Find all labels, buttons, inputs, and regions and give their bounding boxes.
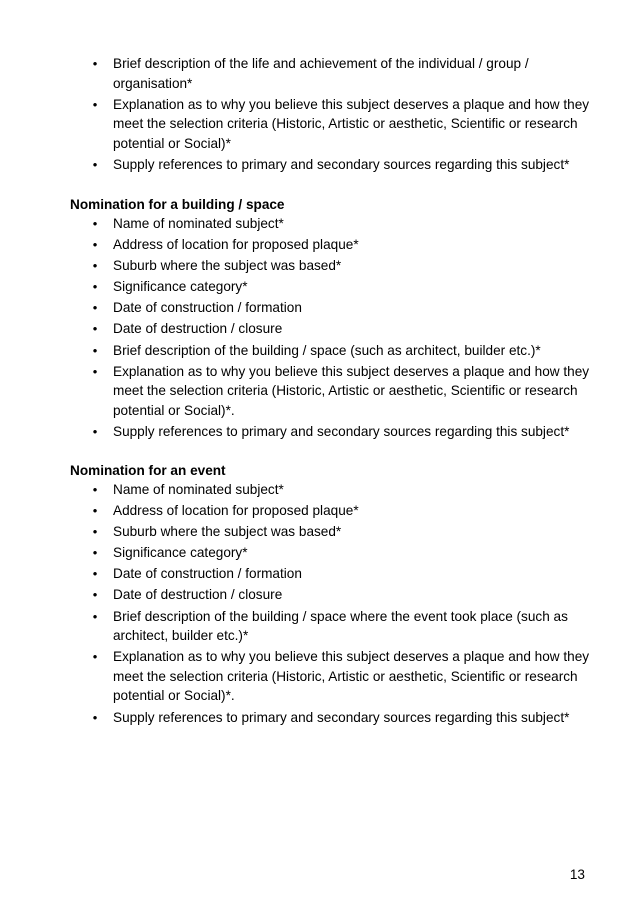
list-item: [70, 708, 590, 728]
list-item: [70, 543, 590, 563]
list-item-text: Name of nominated subject*: [113, 216, 284, 231]
list-item-text: Date of destruction / closure: [113, 321, 283, 337]
list-item-text: Suburb where the subject was based*: [113, 524, 342, 540]
list-item: [70, 214, 590, 234]
list-item-text: Supply references to primary and secondary sources regarding this subject*: [113, 709, 570, 725]
bullet-icon: •: [92, 709, 98, 725]
list-item: [70, 298, 590, 318]
list-item-text: Date of destruction / closure: [113, 587, 283, 603]
list-item-text: Date of construction / formation: [113, 300, 302, 316]
page-number: 13: [569, 867, 585, 882]
bullet-icon: •: [92, 482, 98, 497]
list-item-text: Address of location for proposed plaque*: [113, 503, 359, 519]
list-item: [70, 607, 590, 646]
list-item-text: Date of construction / formation: [113, 566, 302, 582]
list-item: [70, 155, 590, 175]
list-item: [70, 564, 590, 584]
list-item: [70, 501, 590, 521]
event-criteria-list: [70, 480, 590, 727]
bullet-icon: •: [92, 608, 98, 624]
list-item: [70, 647, 590, 706]
list-item: [70, 341, 590, 361]
section-heading: Nomination for an event: [70, 463, 226, 478]
bullet-icon: •: [92, 237, 98, 253]
list-item-text: Significance category*: [113, 545, 248, 561]
list-item: [70, 95, 590, 154]
bullet-icon: •: [92, 321, 98, 337]
bullet-icon: •: [92, 157, 98, 173]
bullet-icon: •: [92, 279, 98, 295]
list-item: [70, 522, 590, 542]
bullet-icon: •: [92, 503, 98, 519]
list-item-text: Brief description of the building / space (such as architect, builder etc.)*: [113, 342, 541, 358]
event-nomination-section: [70, 462, 590, 729]
list-item: [70, 362, 590, 421]
list-item-text: Brief description of the building / space where the event took place (such as architect, builder etc.)*: [113, 608, 568, 644]
bullet-icon: •: [92, 545, 98, 561]
list-item-text: Supply references to primary and secondary sources regarding this subject*: [113, 424, 570, 440]
list-item-text: Brief description of the life and achievement of the individual / group / organisation*: [113, 56, 529, 91]
list-item: [70, 256, 590, 276]
building-nomination-section: [70, 196, 590, 443]
bullet-icon: •: [92, 56, 98, 71]
bullet-icon: •: [92, 363, 98, 379]
list-item-text: Explanation as to why you believe this subject deserves a plaque and how they meet the selection criteria (Historic, Artistic or aesthetic, Scientific or research potential or Social)*.: [113, 649, 590, 704]
list-item: [70, 277, 590, 297]
bullet-icon: •: [92, 424, 98, 440]
list-item-text: Name of nominated subject*: [113, 482, 284, 497]
list-item: [70, 319, 590, 339]
list-item-text: Address of location for proposed plaque*: [113, 237, 359, 253]
list-item-text: Significance category*: [113, 279, 248, 295]
bullet-icon: •: [92, 258, 98, 274]
list-item-text: Explanation as to why you believe this subject deserves a plaque and how they meet the selection criteria (Historic, Artistic or aesthetic, Scientific or research potential or Social)*: [113, 96, 590, 151]
building-criteria-list: [70, 214, 590, 442]
bullet-icon: •: [92, 649, 98, 665]
list-item-text: Supply references to primary and secondary sources regarding this subject*: [113, 157, 570, 173]
bullet-icon: •: [92, 96, 98, 112]
list-item: [70, 422, 590, 442]
bullet-icon: •: [92, 587, 98, 603]
person-nomination-section: [70, 54, 590, 176]
list-item-text: Explanation as to why you believe this subject deserves a plaque and how they meet the selection criteria (Historic, Artistic or aesthetic, Scientific or research potential or Social)*.: [113, 363, 590, 418]
bullet-icon: •: [92, 342, 98, 358]
bullet-icon: •: [92, 216, 98, 231]
bullet-icon: •: [92, 524, 98, 540]
list-item: [70, 480, 590, 500]
list-item: [70, 235, 590, 255]
bullet-icon: •: [92, 300, 98, 316]
list-item: [70, 585, 590, 605]
section-heading: Nomination for a building / space: [70, 197, 285, 212]
list-item-text: Suburb where the subject was based*: [113, 258, 342, 274]
bullet-icon: •: [92, 566, 98, 582]
person-criteria-list: [70, 54, 590, 175]
list-item: [70, 54, 590, 93]
